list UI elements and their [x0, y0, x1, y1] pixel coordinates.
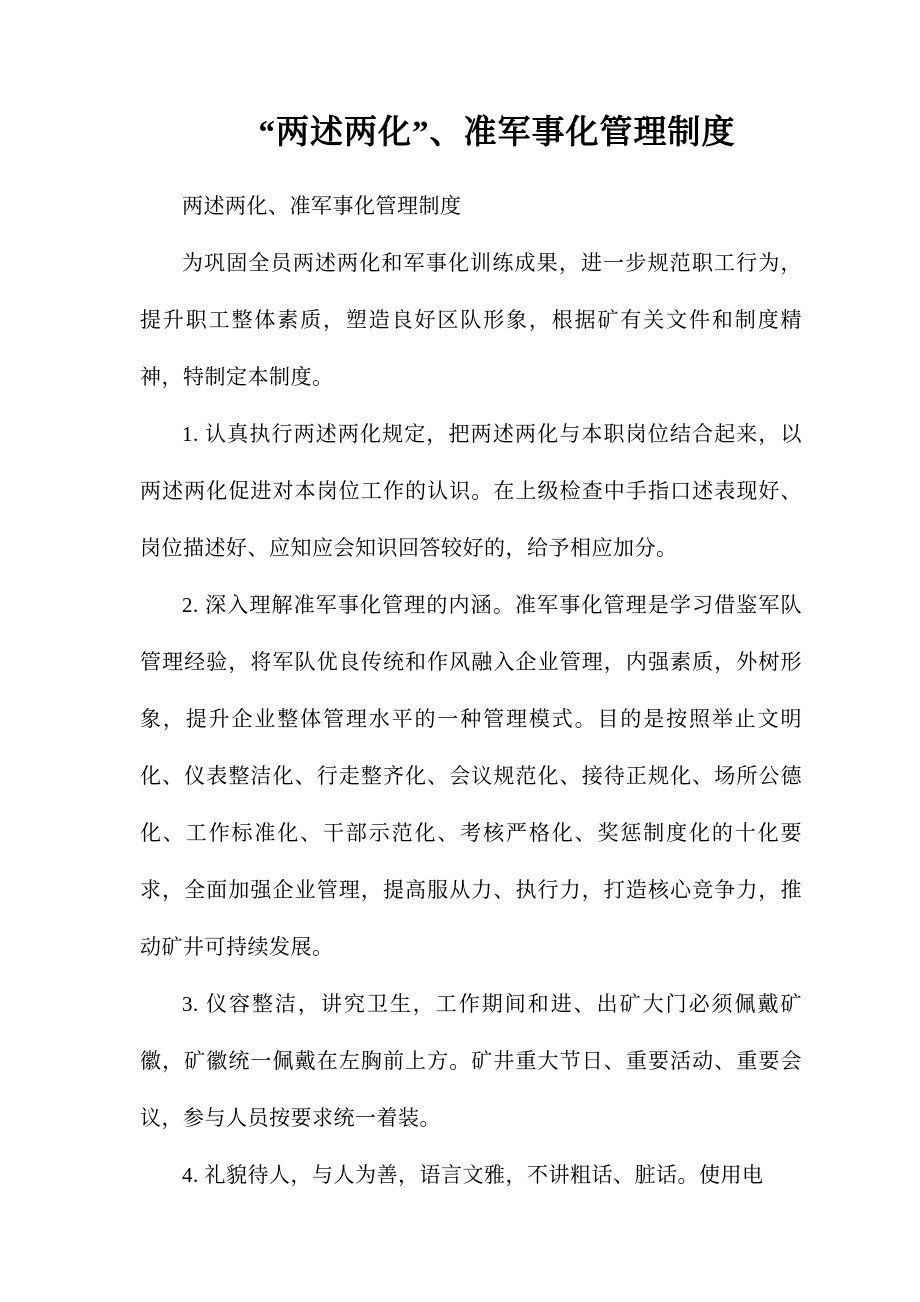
document-body — [140, 178, 802, 1204]
paragraph-item-1: 1. 认真执行两述两化规定，把两述两化与本职岗位结合起来，以两述两化促进对本岗位工作的认识。在上级检查中手指口述表现好、岗位描述好、应知应会知识回答较好的，给予相应加分。 — [140, 422, 802, 560]
paragraph-item-2: 2. 深入理解准军事化管理的内涵。准军事化管理是学习借鉴军队管理经验，将军队优良传统和作风融入企业管理，内强素质，外树形象，提升企业整体管理水平的一种管理模式。目的是按照举止文明化、仪表整洁化、行走整齐化、会议规范化、接待正规化、场所公德化、工作标准化、干部示范化、考核严格化、奖惩制度化的十化要求，全面加强企业管理，提高服从力、执行力，打造核心竞争力，推动矿井可持续发展。 — [140, 593, 802, 959]
paragraph-heading-line: 两述两化、准军事化管理制度 — [182, 194, 462, 218]
paragraph-intro: 为巩固全员两述两化和军事化训练成果，进一步规范职工行为，提升职工整体素质，塑造良好区队形象，根据矿有关文件和制度精神，特制定本制度。 — [140, 251, 802, 389]
paragraph-item-3: 3. 仪容整洁，讲究卫生，工作期间和进、出矿大门必须佩戴矿徽，矿徽统一佩戴在左胸前上方。矿井重大节日、重要活动、重要会议，参与人员按要求统一着装。 — [140, 992, 802, 1130]
document-title: “两述两化”、准军事化管理制度 — [258, 115, 736, 151]
paragraph-item-4-truncated: 4. 礼貌待人，与人为善，语言文雅，不讲粗话、脏话。使用电 — [182, 1163, 764, 1187]
